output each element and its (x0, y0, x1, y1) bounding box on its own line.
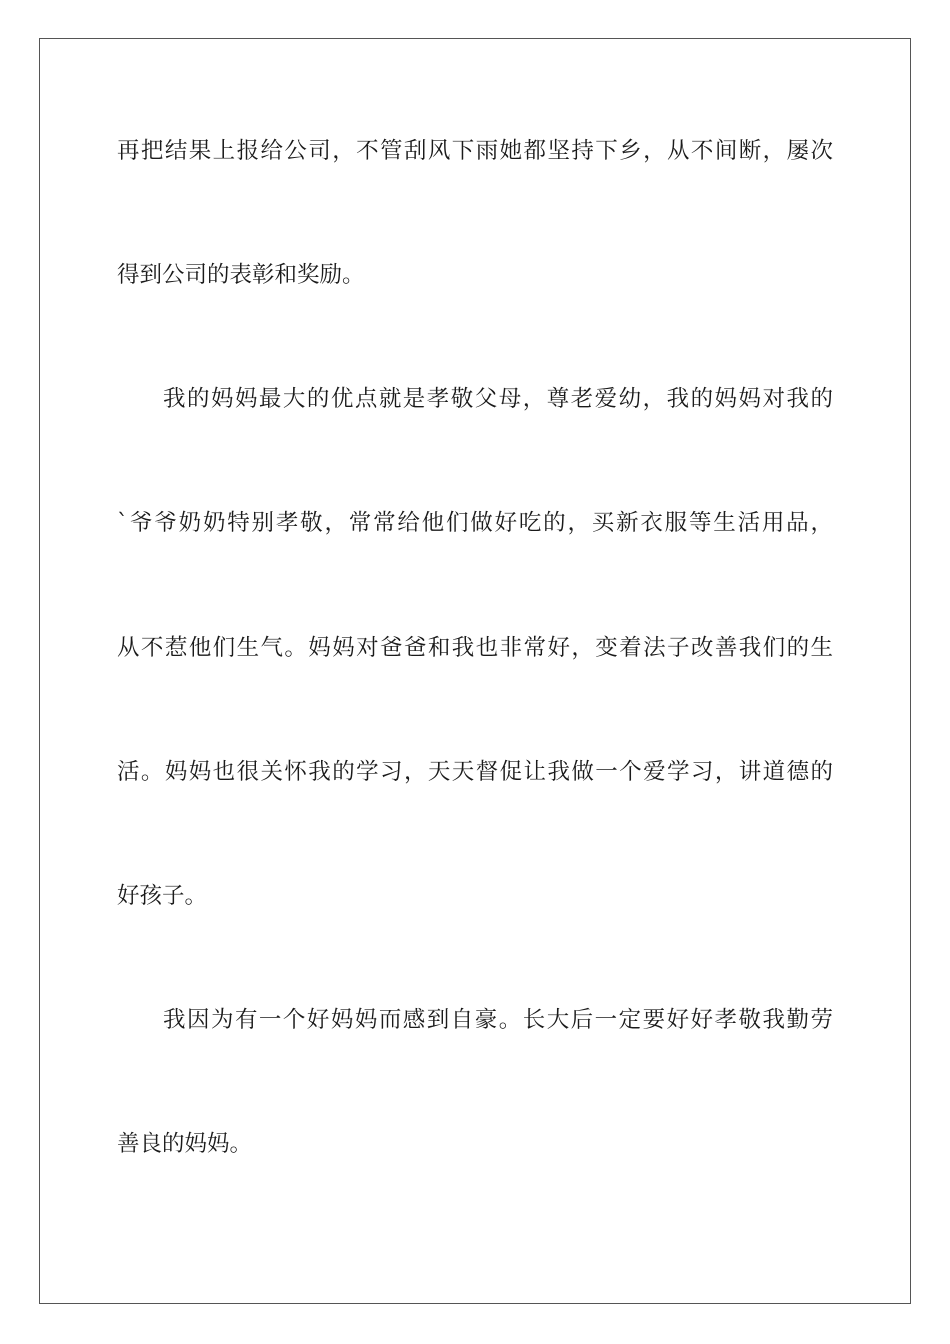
text-line: 善良的妈妈。 (117, 1131, 253, 1157)
paragraph-start-line: 我因为有一个好妈妈而感到自豪。长大后一定要好好孝敬我勤劳 (163, 1007, 833, 1033)
text-line: 好孩子。 (117, 883, 208, 909)
paragraph-start-line: 我的妈妈最大的优点就是孝敬父母，尊老爱幼，我的妈妈对我的 (163, 386, 833, 412)
text-line: 从不惹他们生气。妈妈对爸爸和我也非常好，变着法子改善我们的生 (117, 635, 833, 661)
text-line: `爷爷奶奶特别孝敬，常常给他们做好吃的，买新衣服等生活用品， (117, 510, 833, 536)
text-line: 再把结果上报给公司，不管刮风下雨她都坚持下乡，从不间断，屡次 (117, 138, 833, 164)
text-line: 得到公司的表彰和奖励。 (117, 262, 365, 288)
text-line: 活。妈妈也很关怀我的学习，天天督促让我做一个爱学习，讲道德的 (117, 759, 833, 785)
page-border (39, 38, 911, 1304)
